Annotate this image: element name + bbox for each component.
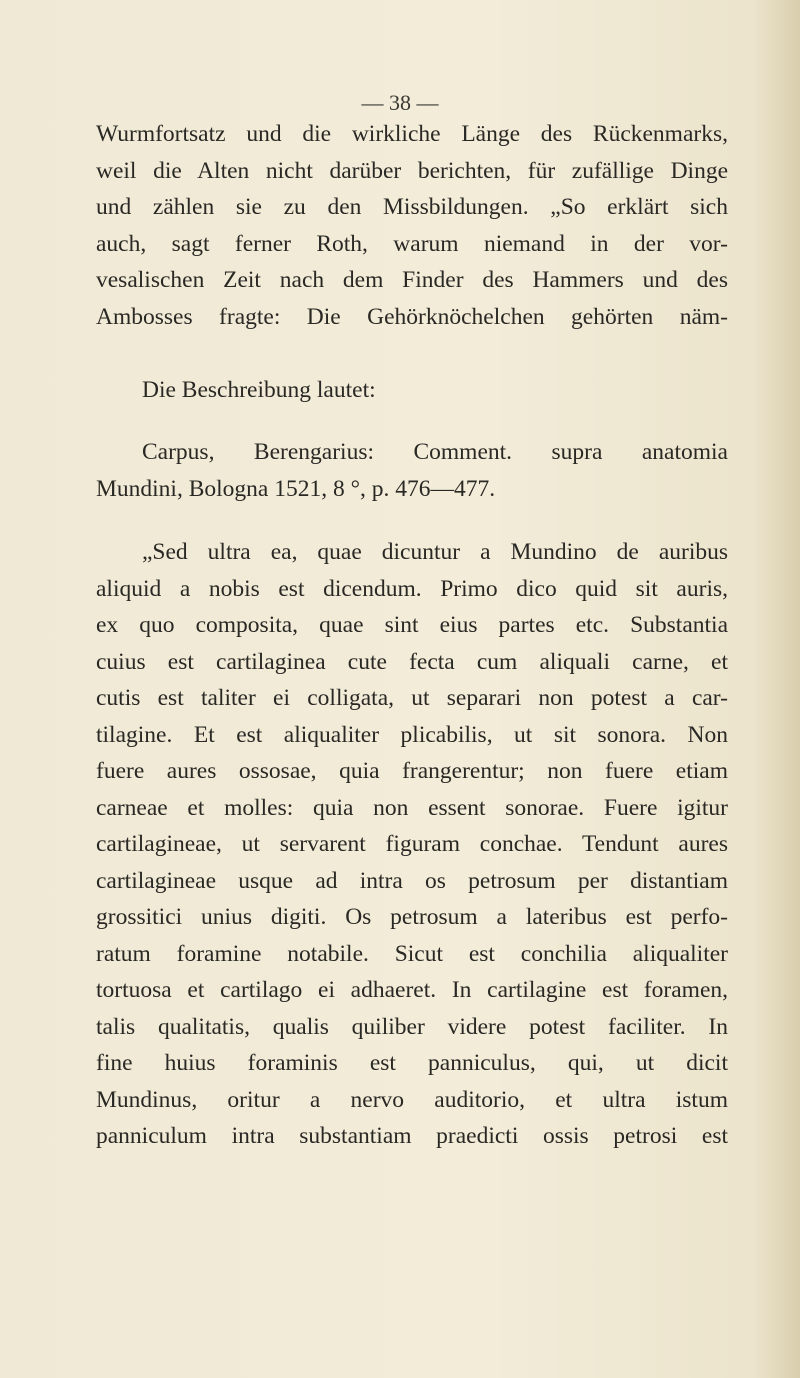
text-line: fuere aures ossosae, quia frangerentur; non fuere etiam — [96, 758, 728, 784]
page-number: — 38 — — [361, 90, 439, 115]
text-line: Wurmfortsatz und die wirkliche Länge des Rückenmarks, — [96, 121, 728, 147]
paragraph-2 — [96, 372, 728, 409]
text-line: cartilagineae, ut servarent figuram conchae. Tendunt aures — [96, 831, 728, 857]
text-line: tilagine. Et est aliqualiter plicabilis, ut sit sonora. Non — [96, 721, 728, 748]
text-line: auch, sagt ferner Roth, warum niemand in der vor- — [96, 230, 728, 257]
text-line: ratum foramine notabile. Sicut est conchilia aliqualiter — [96, 940, 728, 967]
latin-quote — [96, 534, 728, 1155]
text-line: fine huius foraminis est panniculus, qui, ut dicit — [96, 1050, 728, 1076]
text-line: und zählen sie zu den Missbildungen. „So erklärt sich — [96, 194, 728, 220]
citation — [96, 434, 728, 507]
text-line: Carpus, Berengarius: Comment. supra anatomia — [142, 439, 728, 465]
text-line: weil die Alten nicht darüber berichten, für zufällige Dinge — [96, 157, 728, 184]
text-line: Mundinus, oritur a nervo auditorio, et ultra istum — [96, 1086, 728, 1113]
text-line: Die Beschreibung lautet: — [142, 377, 376, 403]
text-line: cartilagineae usque ad intra os petrosum per distantiam — [96, 867, 728, 894]
text-line: grossitici unius digiti. Os petrosum a lateribus est perfo- — [96, 904, 728, 930]
text-line: vesalischen Zeit nach dem Finder des Hammers und des — [96, 267, 728, 293]
text-line: Ambosses fragte: Die Gehörknöchelchen gehörten näm- — [96, 303, 728, 330]
text-line: cutis est taliter ei colligata, ut separari non potest a car- — [96, 685, 728, 711]
text-line: aliquid a nobis est dicendum. Primo dico quid sit auris, — [96, 575, 728, 602]
text-line: panniculum intra substantiam praedicti ossis petrosi est — [96, 1123, 728, 1149]
text-line: cuius est cartilaginea cute fecta cum aliquali carne, et — [96, 648, 728, 675]
text-line: Mundini, Bologna 1521, 8 °, p. 476—477. — [96, 475, 496, 502]
text-line: carneae et molles: quia non essent sonorae. Fuere igitur — [96, 794, 728, 821]
text-line: tortuosa et cartilago ei adhaeret. In cartilagine est foramen, — [96, 977, 728, 1003]
text-line: ex quo composita, quae sint eius partes etc. Substantia — [96, 612, 728, 638]
text-line: „Sed ultra ea, quae dicuntur a Mundino de auribus — [142, 539, 728, 565]
text-line: talis qualitatis, qualis quiliber videre potest faciliter. In — [96, 1013, 728, 1040]
paragraph-1 — [96, 116, 728, 335]
